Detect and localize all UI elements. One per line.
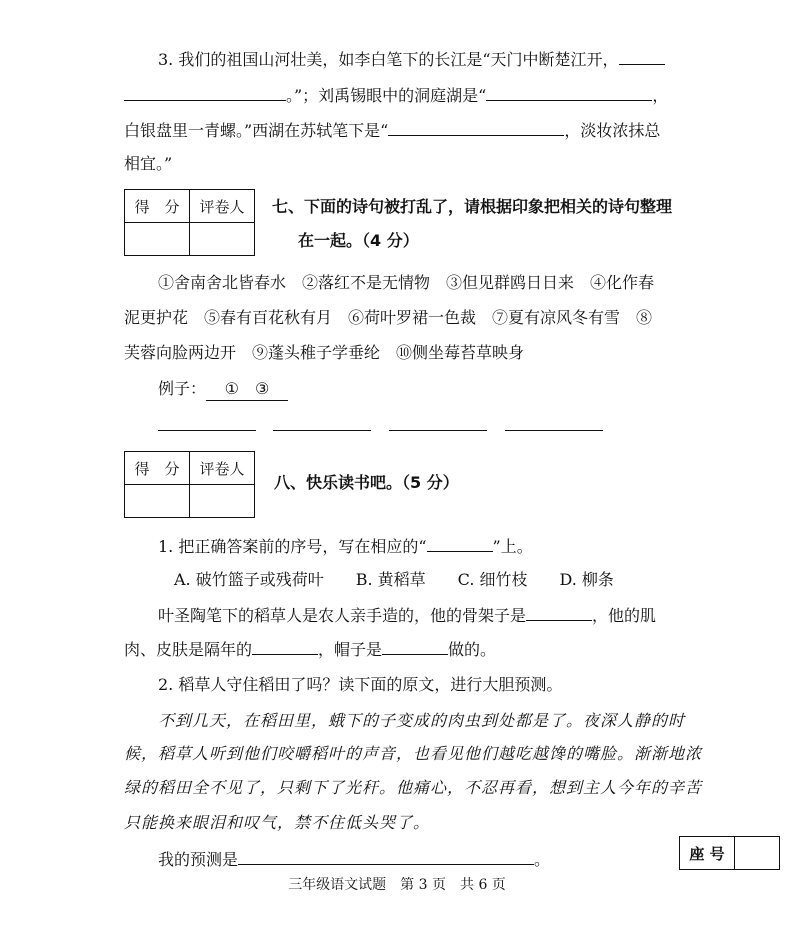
sec8-p2	[124, 638, 496, 661]
sec8-q1	[158, 535, 533, 558]
example-label: 例子：	[158, 379, 207, 398]
q3-line2-text: 。”；刘禹锡眼中的洞庭湖是“	[286, 86, 487, 105]
prediction-tail: 。	[534, 850, 551, 869]
q3-blank4[interactable]	[388, 119, 564, 136]
example-value: ① ③	[206, 378, 288, 401]
score-cell[interactable]	[125, 485, 190, 518]
sec8-title: 八、快乐读书吧。（5 分）	[274, 473, 459, 492]
q3-line3	[124, 119, 660, 142]
grader-cell[interactable]	[190, 223, 255, 256]
score-label: 得 分	[125, 190, 190, 223]
p1-tail: ，他的肌	[592, 606, 657, 625]
q3-line1	[158, 48, 665, 71]
p2-mid: ，帽子是	[318, 640, 383, 659]
hat-blank[interactable]	[382, 638, 448, 655]
grader-label: 评卷人	[190, 190, 255, 223]
q3-blank1[interactable]	[619, 48, 665, 65]
sec7-title-line2: 在一起。（4 分）	[298, 231, 419, 250]
grader-label: 评卷人	[190, 452, 255, 485]
sec7-line1: ①舍南舍北皆春水 ②落红不是无情物 ③但见群鸥日日来 ④化作春	[158, 273, 655, 292]
answer-line-1[interactable]	[158, 430, 256, 431]
score-box-8	[124, 451, 255, 518]
q3-line3-text: 白银盘里一青螺。”西湖在苏轼笔下是“	[124, 121, 389, 140]
score-label: 得 分	[125, 452, 190, 485]
answer-line-4[interactable]	[505, 430, 603, 431]
story-line4: 只能换来眼泪和叹气，禁不住低头哭了。	[124, 813, 431, 832]
skeleton-blank[interactable]	[526, 604, 592, 621]
prediction-blank[interactable]	[238, 848, 534, 865]
page-footer: 三年级语文试题 第 3 页 共 6 页	[288, 877, 506, 893]
seat-number-box	[679, 836, 780, 870]
story-line2: 候，稻草人听到他们咬嚼稻叶的声音，也看见他们越吃越馋的嘴脸。渐渐地浓	[124, 744, 703, 763]
q1-tail: ”上。	[492, 537, 533, 556]
sec8-options: A. 破竹篮子或残荷叶 B. 黄稻草 C. 细竹枝 D. 柳条	[174, 570, 614, 589]
sec8-q2: 2. 稻草人守住稻田了吗？读下面的原文，进行大胆预测。	[158, 675, 563, 694]
grader-cell[interactable]	[190, 485, 255, 518]
prediction-label: 我的预测是	[158, 850, 239, 869]
skin-blank[interactable]	[252, 638, 318, 655]
p1-text: 叶圣陶笔下的稻草人是农人亲手造的，他的骨架子是	[158, 606, 527, 625]
answer-line-3[interactable]	[389, 430, 487, 431]
score-cell[interactable]	[125, 223, 190, 256]
q3-line4: 相宜。”	[124, 154, 173, 173]
q3-line2-end: ，	[652, 86, 669, 105]
sec7-line2: 泥更护花 ⑤春有百花秋有月 ⑥荷叶罗裙一色裁 ⑦夏有凉风冬有雪 ⑧	[124, 308, 653, 327]
seat-label: 座 号	[680, 837, 735, 870]
q3-line3-tail: ，淡妆浓抹总	[564, 121, 661, 140]
p2-tail: 做的。	[448, 640, 497, 659]
sec7-title-line1: 七、下面的诗句被打乱了，请根据印象把相关的诗句整理	[272, 197, 673, 216]
q3-blank3[interactable]	[486, 84, 652, 101]
q3-blank2[interactable]	[124, 84, 286, 101]
q1-sample-blank	[427, 535, 493, 552]
sec7-line3: 芙蓉向脸两边开 ⑨蓬头稚子学垂纶 ⑩侧坐莓苔草映身	[124, 343, 525, 362]
answer-line-2[interactable]	[273, 430, 371, 431]
story-line3: 绿的稻田全不见了，只剩下了光秆。他痛心，不忍再看，想到主人今年的辛苦	[124, 778, 703, 797]
p2-text: 肉、皮肤是隔年的	[124, 640, 253, 659]
q3-line2	[124, 84, 668, 107]
score-box-7	[124, 189, 255, 256]
prediction-line	[158, 848, 550, 871]
seat-input[interactable]	[735, 837, 780, 870]
sec7-example	[158, 378, 288, 401]
q1-text: 1. 把正确答案前的序号，写在相应的“	[158, 537, 427, 556]
sec8-p1	[158, 604, 656, 627]
q3-line1-text: 3. 我们的祖国山河壮美，如李白笔下的长江是“天门中断楚江开，	[158, 50, 619, 69]
story-line1: 不到几天，在稻田里，蛾下的子变成的肉虫到处都是了。夜深人静的时	[158, 711, 686, 730]
